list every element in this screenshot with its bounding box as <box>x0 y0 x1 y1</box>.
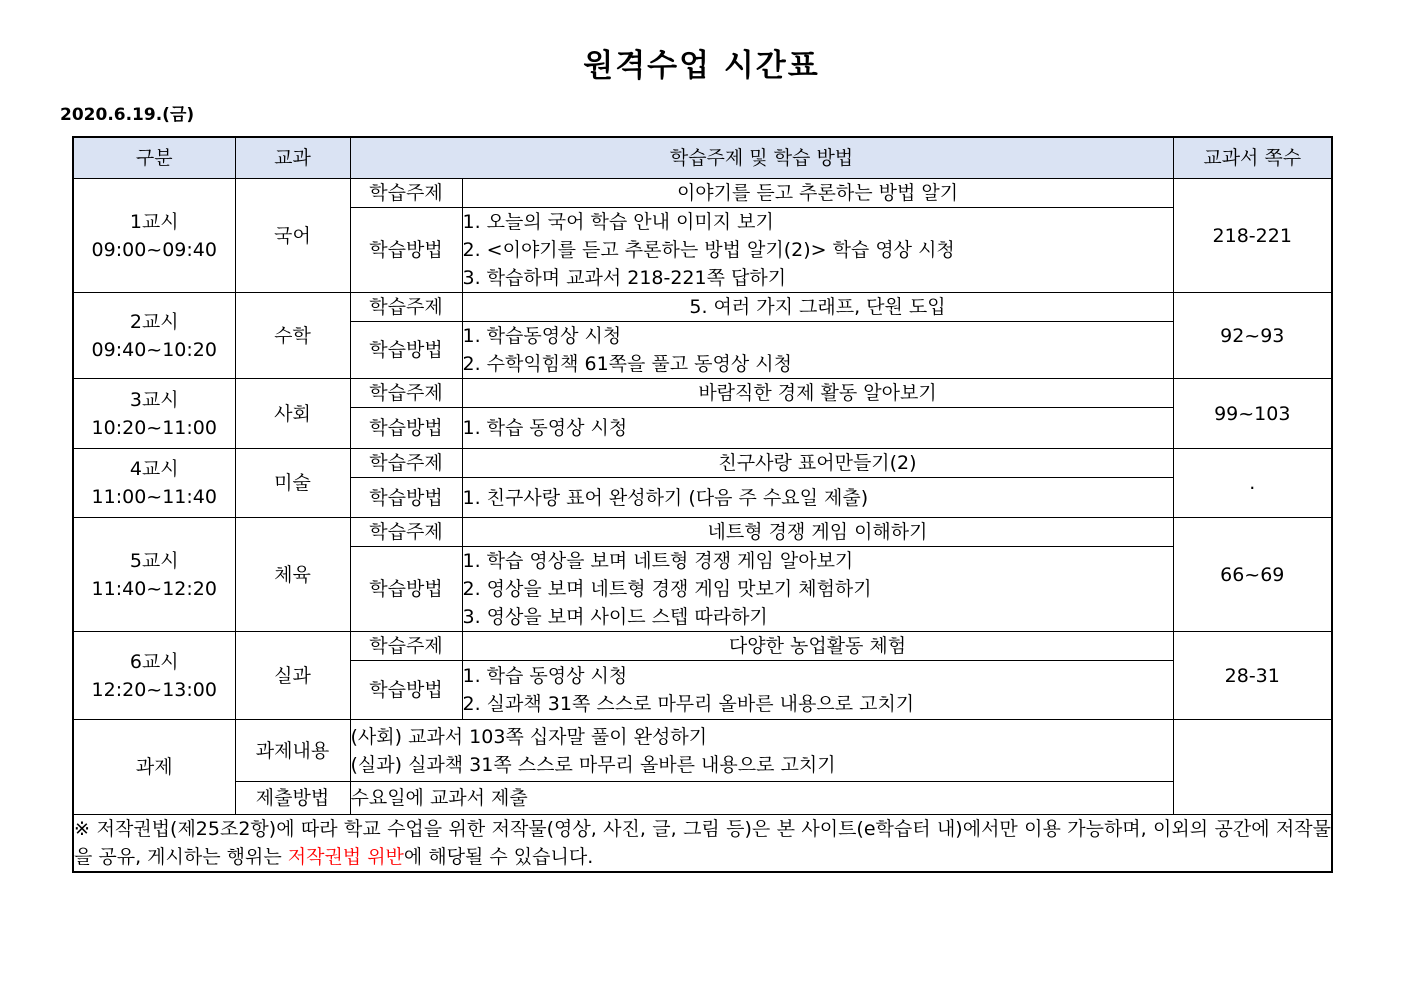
method-line: 2. 실과책 31쪽 스스로 마무리 올바른 내용으로 고치기 <box>462 693 915 715</box>
period-cell <box>73 449 235 518</box>
homework-content-row <box>73 720 1332 782</box>
subject-cell: 사회 <box>235 379 350 449</box>
method-label: 학습방법 <box>350 478 462 518</box>
subject-cell: 수학 <box>235 293 350 379</box>
header-subject: 교과 <box>235 137 350 179</box>
topic-label: 학습주제 <box>350 518 462 547</box>
period-cell <box>73 379 235 449</box>
period-time: 11:40~12:20 <box>91 577 217 600</box>
period-topic-row <box>73 449 1332 478</box>
method-label: 학습방법 <box>350 208 462 293</box>
method-line: 1. 친구사랑 표어 완성하기 (다음 주 수요일 제출) <box>462 486 869 509</box>
method-line: 2. 수학익힘책 61쪽을 풀고 동영상 시청 <box>462 353 792 375</box>
subject-cell: 실과 <box>235 632 350 720</box>
subject-cell: 체육 <box>235 518 350 632</box>
method-line: 1. 오늘의 국어 학습 안내 이미지 보기 <box>462 211 774 233</box>
homework-label: 과제 <box>73 720 235 815</box>
date-label: 2020.6.19.(금) <box>60 105 195 125</box>
topic-text: 네트형 경쟁 게임 이해하기 <box>462 518 1173 547</box>
method-label: 학습방법 <box>350 547 462 632</box>
header-row <box>73 137 1332 179</box>
topic-label: 학습주제 <box>350 379 462 408</box>
period-topic-row <box>73 632 1332 661</box>
subject-cell: 미술 <box>235 449 350 518</box>
period-topic-row <box>73 293 1332 322</box>
notice-text: ※ 저작권법(제25조2항)에 따라 학교 수업을 위한 저작물(영상, 사진, 글, 그림 등)은 본 사이트(e학습터 내)에서만 이용 가능하며, 이외의 공간에 저작물을 공유, 게시하는 행위는 <box>74 818 1331 868</box>
method-list <box>462 478 1173 518</box>
homework-pages-cell <box>1173 720 1332 815</box>
period-cell <box>73 518 235 632</box>
notice-text-end: 에 해당될 수 있습니다. <box>403 846 594 868</box>
period-time: 09:40~10:20 <box>91 338 217 361</box>
topic-text: 바람직한 경제 활동 알아보기 <box>462 379 1173 408</box>
method-label: 학습방법 <box>350 322 462 379</box>
method-list <box>462 208 1173 293</box>
period-label: 5교시 <box>129 549 179 572</box>
method-line: 2. 영상을 보며 네트형 경쟁 게임 맛보기 체험하기 <box>462 578 872 600</box>
pages-cell: . <box>1173 449 1332 518</box>
method-line: 2. <이야기를 듣고 추론하는 방법 알기(2)> 학습 영상 시청 <box>462 239 955 261</box>
subject-cell: 국어 <box>235 179 350 293</box>
pages-cell: 66~69 <box>1173 518 1332 632</box>
method-line: 1. 학습 동영상 시청 <box>462 417 628 439</box>
homework-line: (실과) 실과책 31쪽 스스로 마무리 올바른 내용으로 고치기 <box>350 753 836 776</box>
topic-label: 학습주제 <box>350 179 462 208</box>
pages-cell: 28-31 <box>1173 632 1332 720</box>
period-label: 1교시 <box>129 210 179 233</box>
topic-text: 친구사랑 표어만들기(2) <box>462 449 1173 478</box>
method-line: 1. 학습 동영상 시청 <box>462 665 628 687</box>
period-topic-row <box>73 518 1332 547</box>
method-list <box>462 408 1173 449</box>
timetable <box>72 136 1333 873</box>
copyright-notice <box>73 815 1332 873</box>
header-topic-method: 학습주제 및 학습 방법 <box>350 137 1173 179</box>
topic-text: 다양한 농업활동 체험 <box>462 632 1173 661</box>
method-line: 1. 학습동영상 시청 <box>462 325 622 347</box>
notice-highlight: 저작권법 위반 <box>287 846 404 868</box>
topic-label: 학습주제 <box>350 293 462 322</box>
period-topic-row <box>73 179 1332 208</box>
header-pages: 교과서 쪽수 <box>1173 137 1332 179</box>
pages-cell: 92~93 <box>1173 293 1332 379</box>
header-period: 구분 <box>73 137 235 179</box>
homework-content <box>350 720 1173 782</box>
homework-submit-row <box>73 782 1332 815</box>
period-cell <box>73 632 235 720</box>
homework-submit-label: 제출방법 <box>235 782 350 815</box>
topic-text: 5. 여러 가지 그래프, 단원 도입 <box>462 293 1173 322</box>
method-line: 3. 학습하며 교과서 218-221쪽 답하기 <box>462 267 787 289</box>
period-time: 09:00~09:40 <box>91 238 217 261</box>
period-topic-row <box>73 379 1332 408</box>
homework-line: (사회) 교과서 103쪽 십자말 풀이 완성하기 <box>350 725 708 748</box>
period-time: 11:00~11:40 <box>91 486 217 508</box>
homework-content-label: 과제내용 <box>235 720 350 782</box>
period-label: 2교시 <box>129 310 179 333</box>
method-list <box>462 547 1173 632</box>
notice-row <box>73 815 1332 873</box>
pages-cell: 99~103 <box>1173 379 1332 449</box>
topic-label: 학습주제 <box>350 632 462 661</box>
pages-cell: 218-221 <box>1173 179 1332 293</box>
method-line: 1. 학습 영상을 보며 네트형 경쟁 게임 알아보기 <box>462 550 854 572</box>
method-label: 학습방법 <box>350 408 462 449</box>
period-label: 4교시 <box>129 458 179 480</box>
topic-text: 이야기를 듣고 추론하는 방법 알기 <box>462 179 1173 208</box>
method-list <box>462 322 1173 379</box>
period-cell <box>73 293 235 379</box>
period-label: 6교시 <box>129 650 179 673</box>
method-line: 3. 영상을 보며 사이드 스텝 따라하기 <box>462 606 768 628</box>
method-list <box>462 661 1173 720</box>
period-label: 3교시 <box>129 388 179 411</box>
method-label: 학습방법 <box>350 661 462 720</box>
period-cell <box>73 179 235 293</box>
period-time: 10:20~11:00 <box>91 416 217 439</box>
homework-submit: 수요일에 교과서 제출 <box>350 782 1173 815</box>
period-time: 12:20~13:00 <box>91 678 217 701</box>
topic-label: 학습주제 <box>350 449 462 478</box>
page-title: 원격수업 시간표 <box>583 48 820 84</box>
